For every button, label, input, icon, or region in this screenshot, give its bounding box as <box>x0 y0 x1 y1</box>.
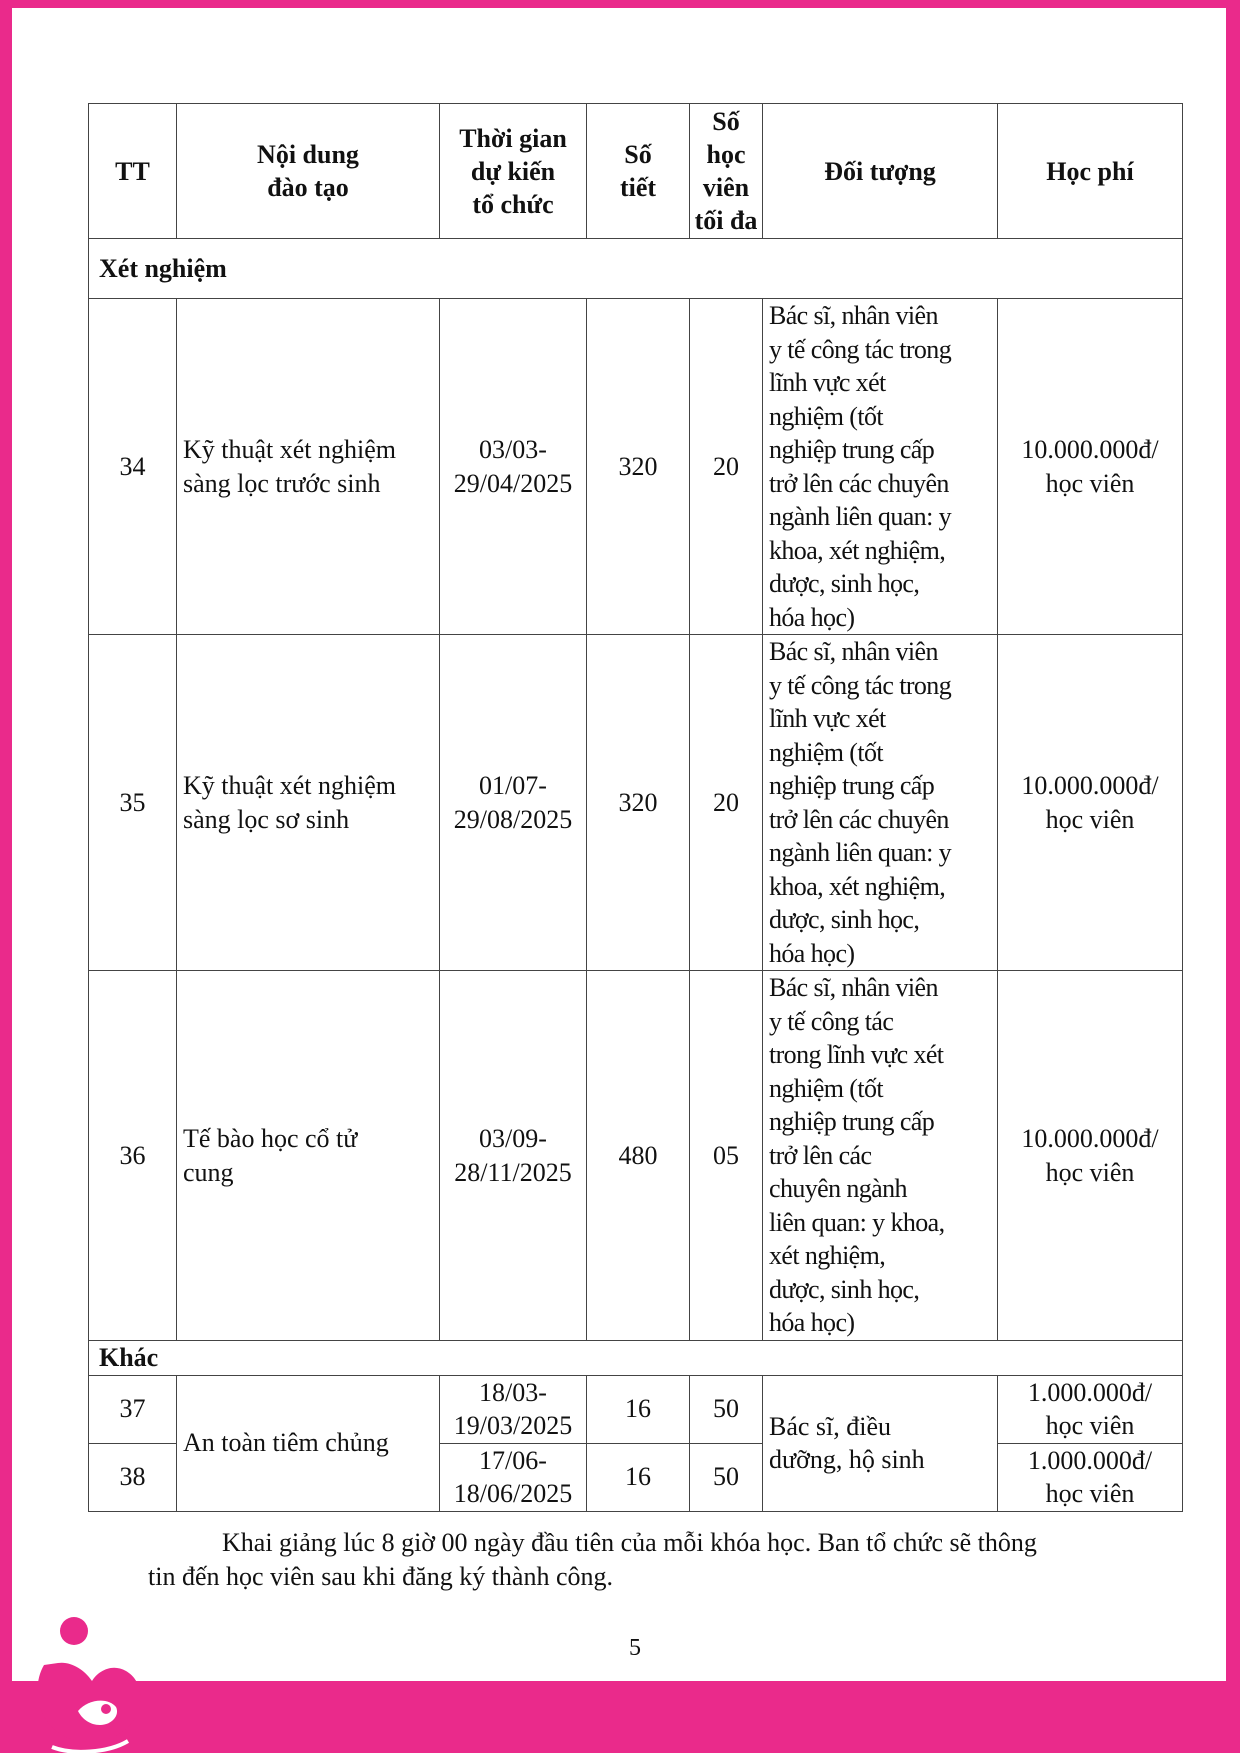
row-time: 03/09- 28/11/2025 <box>440 971 587 1341</box>
row-time: 01/07- 29/08/2025 <box>440 635 587 971</box>
row-fee: 1.000.000đ/ học viên <box>998 1375 1183 1443</box>
row-fee: 10.000.000đ/ học viên <box>998 299 1183 635</box>
header-content: Nội dung đào tạo <box>177 104 440 239</box>
row-target: Bác sĩ, nhân viên y tế công tác trong lĩnh vực xét nghiệm (tốt nghiệp trung cấp trở lên các chuyên ngành liên quan: y khoa, xét nghiệm, dược, sinh học, hóa học) <box>763 635 998 971</box>
footnote-line-2: tin đến học viên sau khi đăng ký thành công. <box>148 1562 614 1591</box>
row-tt: 35 <box>89 635 177 971</box>
row-course-name: Tế bào học cổ tử cung <box>177 971 440 1341</box>
page-number: 5 <box>629 1635 641 1661</box>
header-periods: Số tiết <box>587 104 690 239</box>
row-max-students: 50 <box>690 1375 763 1443</box>
row-fee: 10.000.000đ/ học viên <box>998 635 1183 971</box>
page-frame-top <box>0 0 1240 8</box>
row-target: Bác sĩ, điều dưỡng, hộ sinh <box>763 1375 998 1511</box>
footnote <box>148 1526 1148 1594</box>
row-course-name: An toàn tiêm chủng <box>177 1375 440 1511</box>
row-target: Bác sĩ, nhân viên y tế công tác trong lĩnh vực xét nghiệm (tốt nghiệp trung cấp trở lên các chuyên ngành liên quan: y khoa, xét nghiệm, dược, sinh học, hóa học) <box>763 971 998 1341</box>
section-title: Khác <box>89 1341 1183 1376</box>
row-periods: 16 <box>587 1375 690 1443</box>
row-periods: 16 <box>587 1443 690 1511</box>
row-max-students: 20 <box>690 299 763 635</box>
row-course-name: Kỹ thuật xét nghiệm sàng lọc trước sinh <box>177 299 440 635</box>
mother-baby-logo-icon <box>22 1615 150 1753</box>
header-max-students: Số học viên tối đa <box>690 104 763 239</box>
row-periods: 480 <box>587 971 690 1341</box>
row-max-students: 05 <box>690 971 763 1341</box>
table-header-row <box>89 104 1183 239</box>
header-tt: TT <box>89 104 177 239</box>
row-course-name: Kỹ thuật xét nghiệm sàng lọc sơ sinh <box>177 635 440 971</box>
page-frame-bottom <box>0 1681 1240 1753</box>
row-periods: 320 <box>587 635 690 971</box>
row-max-students: 20 <box>690 635 763 971</box>
table-row <box>89 1375 1183 1443</box>
page-frame-right <box>1226 0 1240 1753</box>
row-time: 17/06- 18/06/2025 <box>440 1443 587 1511</box>
table-row <box>89 971 1183 1341</box>
row-max-students: 50 <box>690 1443 763 1511</box>
row-target: Bác sĩ, nhân viên y tế công tác trong lĩnh vực xét nghiệm (tốt nghiệp trung cấp trở lên các chuyên ngành liên quan: y khoa, xét nghiệm, dược, sinh học, hóa học) <box>763 299 998 635</box>
header-time: Thời gian dự kiến tổ chức <box>440 104 587 239</box>
row-tt: 37 <box>89 1375 177 1443</box>
row-tt: 36 <box>89 971 177 1341</box>
row-time: 18/03- 19/03/2025 <box>440 1375 587 1443</box>
footnote-line-1: Khai giảng lúc 8 giờ 00 ngày đầu tiên của mỗi khóa học. Ban tổ chức sẽ thông <box>222 1528 1037 1557</box>
section-title: Xét nghiệm <box>89 239 1183 299</box>
header-fee: Học phí <box>998 104 1183 239</box>
row-periods: 320 <box>587 299 690 635</box>
section-row-lab <box>89 239 1183 299</box>
row-fee: 1.000.000đ/ học viên <box>998 1443 1183 1511</box>
course-table <box>88 103 1183 1512</box>
table-row <box>89 635 1183 971</box>
row-tt: 34 <box>89 299 177 635</box>
page-frame-left <box>0 0 12 1753</box>
table-row <box>89 299 1183 635</box>
row-tt: 38 <box>89 1443 177 1511</box>
header-target: Đối tượng <box>763 104 998 239</box>
row-fee: 10.000.000đ/ học viên <box>998 971 1183 1341</box>
section-row-other <box>89 1341 1183 1376</box>
row-time: 03/03- 29/04/2025 <box>440 299 587 635</box>
